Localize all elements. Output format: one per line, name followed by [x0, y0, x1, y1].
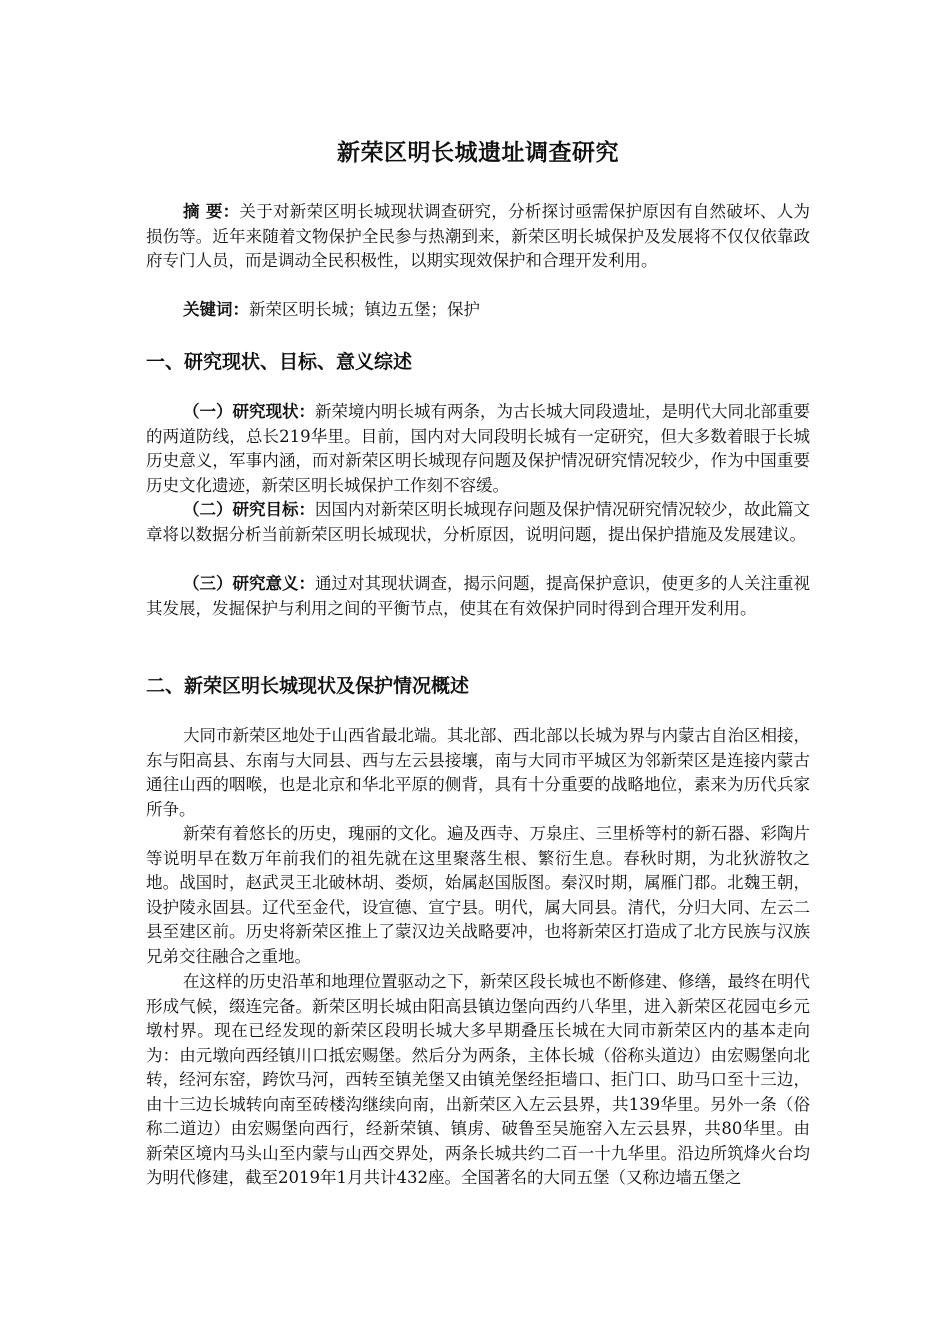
keywords-label: 关键词： — [183, 300, 249, 319]
section-1-heading: 一、研究现状、目标、意义综述 — [146, 351, 413, 373]
keywords-text: 新荣区明长城；镇边五堡；保护 — [249, 300, 480, 319]
section-1-item-1-label: （一）研究现状： — [183, 402, 315, 421]
section-1-item-3-label: （三）研究意义： — [183, 574, 315, 593]
abstract-paragraph — [146, 200, 810, 274]
section-1-item-1 — [146, 400, 810, 498]
keywords-paragraph — [146, 298, 810, 323]
section-2-paragraph-2: 新荣有着悠长的历史，瑰丽的文化。遍及西寺、万泉庄、三里桥等村的新石器、彩陶片等说明早在数万年前我们的祖先就在这里聚落生根、繁衍生息。春秋时期，为北狄游牧之地。战国时，赵武灵王北破林胡、娄烦，始属赵国版图。秦汉时期，属雁门郡。北魏王朝，设护陵永固县。辽代至金代，设宣德、宣宁县。明代，属大同县。清代，分归大同、左云二县至建区前。历史将新荣区推上了蒙汉边关战略要冲，也将新荣区打造成了北方民族与汉族兄弟交往融合之重地。 — [146, 824, 810, 966]
section-1-item-3 — [146, 572, 810, 621]
section-1-item-2-label: （二）研究目标： — [183, 500, 315, 519]
section-2-heading: 二、新荣区明长城现状及保护情况概述 — [146, 675, 470, 697]
section-2-paragraph-1: 大同市新荣区地处于山西省最北端。其北部、西北部以长城为界与内蒙古自治区相接，东与阳高县、东南与大同县、西与左云县接壤，南与大同市平城区为邻新荣区是连接内蒙古通往山西的咽喉，也是北京和华北平原的侧背，具有十分重要的战略地位，素来为历代兵家所争。 — [146, 726, 810, 819]
abstract-label: 摘 要： — [183, 202, 240, 221]
section-2-paragraph-3: 在这样的历史沿革和地理位置驱动之下，新荣区段长城也不断修建、修缮，最终在明代形成气候，缀连完备。新荣区明长城由阳高县镇边堡向西约八华里，进入新荣区花园屯乡元墩村界。现在已经发现的新荣区段明长城大多早期叠压长城在大同市新荣区内的基本走向为：由元墩向西经镇川口抵宏赐堡。然后分为两条，主体长城（俗称头道边）由宏赐堡向北转，经河东窑，跨饮马河，西转至镇羌堡又由镇羌堡经拒墙口、拒门口、助马口至十三边，由十三边长城转向南至砖楼沟继续向南，出新荣区入左云县界，共139华里。另外一条（俗称二道边）由宏赐堡向西行，经新荣镇、镇虏、破鲁至吴施窑入左云县界，共80华里。由新荣区境内马头山至内蒙与山西交界处，两条长城共约二百一十九华里。沿边所筑烽火台均为明代修建，截至2019年1月共计432座。全国著名的大同五堡（又称边墙五堡之 — [146, 972, 810, 1187]
document-title: 新荣区明长城遗址调查研究 — [337, 140, 619, 166]
section-1-item-2 — [146, 498, 810, 547]
section-1-item-2-text: 因国内对新荣区明长城现存问题及保护情况研究情况较少，故此篇文章将以数据分析当前新荣区明长城现状，分析原因，说明问题，提出保护措施及发展建议。 — [146, 500, 810, 544]
abstract-text: 关于对新荣区明长城现状调查研究，分析探讨亟需保护原因有自然破坏、人为损伤等。近年来随着文物保护全民参与热潮到来，新荣区明长城保护及发展将不仅仅依靠政府专门人员，而是调动全民积极性，以期实现效保护和合理开发利用。 — [146, 202, 811, 270]
section-1-item-3-text: 通过对其现状调查，揭示问题，提高保护意识，使更多的人关注重视其发展，发掘保护与利用之间的平衡节点，使其在有效保护同时得到合理开发利用。 — [146, 574, 810, 618]
section-1-item-1-text: 新荣境内明长城有两条，为古长城大同段遗址，是明代大同北部重要的两道防线，总长219华里。目前，国内对大同段明长城有一定研究，但大多数着眼于长城历史意义，军事内涵，而对新荣区明长城现存问题及保护情况研究情况较少，作为中国重要历史文化遗迹，新荣区明长城保护工作刻不容缓。 — [146, 402, 810, 495]
